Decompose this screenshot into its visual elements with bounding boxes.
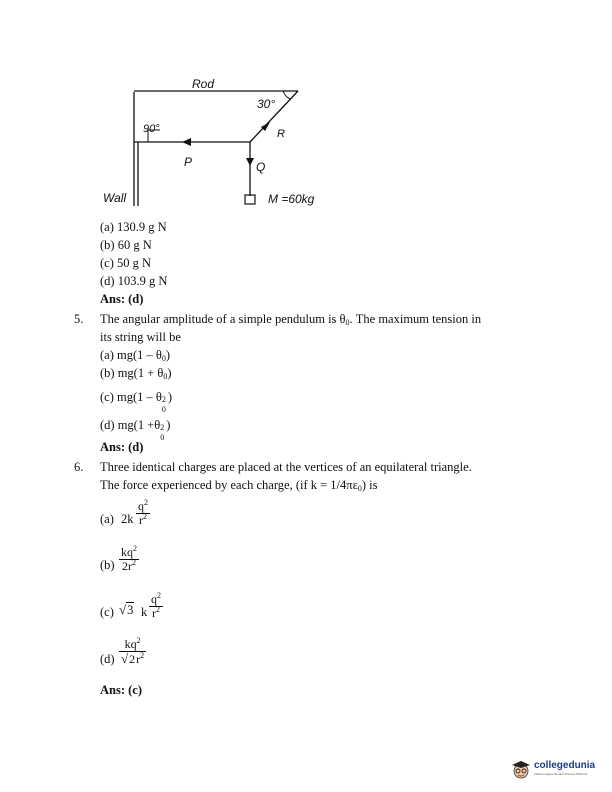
q6-option-c-k: k: [141, 605, 148, 619]
q6-option-d-label: (d): [100, 652, 115, 666]
q6-option-c-fraction: $\frac{q^2}{r^2}$: [151, 591, 161, 620]
q5-answer: Ans: (d): [100, 440, 144, 454]
label-r: R: [277, 128, 285, 140]
q5-question-line2: its string will be: [100, 330, 181, 344]
q6-option-a-coef: 2k: [121, 512, 134, 526]
q6-option-b-fraction: $\frac{kq^2}{2r^2}$: [121, 544, 137, 573]
mass-block: [245, 195, 255, 204]
q6-option-a-label: (a): [100, 512, 114, 526]
label-p: P: [184, 155, 193, 169]
q5-option-c: (c) mg(1 – θ 2 0 ): [100, 390, 173, 414]
graduate-icon: [510, 758, 532, 780]
q6-option-c-root: √3: [119, 602, 134, 617]
q4-answer: Ans: (d): [100, 292, 144, 306]
label-mass: M =60kg: [268, 192, 315, 206]
q6-option-d-fraction: $\frac{kq^2}{√2r^2}$: [121, 636, 145, 666]
force-diagram: [0, 0, 612, 220]
q4-option-b: (b) 60 g N: [100, 238, 152, 252]
q6-question-line1: Three identical charges are placed at the vertices of an equilateral triangle.: [100, 460, 472, 474]
q5-number: 5.: [74, 312, 84, 326]
q4-option-c: (c) 50 g N: [100, 256, 152, 270]
q6-question-line2: The force experienced by each charge, (if $k = 1/4\pi\varepsilon_0$) is: [100, 478, 378, 493]
label-angle-90: 90°: [143, 123, 160, 135]
label-rod: Rod: [192, 77, 215, 91]
q6-option-b-label: (b): [100, 558, 115, 572]
label-wall: Wall: [103, 191, 127, 205]
q6-option-a-fraction: $\frac{q^2}{r^2}$: [138, 498, 148, 527]
q5-question-line1: The angular amplitude of a simple pendulum is $\theta_0$. The maximum tension in: [100, 312, 482, 327]
q5-option-b: (b) $mg(1 + \theta_0)$: [100, 366, 172, 381]
q5-option-a: (a) $mg(1 - \theta_0)$: [100, 348, 171, 363]
arrow-q: [246, 158, 254, 166]
q4-option-a: (a) 130.9 g N: [100, 220, 167, 234]
logo-brand-text: collegedunia: [534, 760, 596, 771]
logo-tagline: India's Largest Student Review Platform: [534, 772, 588, 776]
arrow-p: [182, 138, 191, 146]
q6-number: 6.: [74, 460, 84, 474]
q6-answer: Ans: (c): [100, 683, 143, 697]
collegedunia-logo: [510, 758, 606, 780]
label-angle-30: 30°: [257, 97, 276, 111]
q6-option-c-label: (c): [100, 605, 114, 619]
label-q: Q: [256, 160, 266, 174]
q5-option-d: (d) mg(1 +θ 2 0 ): [100, 418, 171, 442]
q4-option-d: (d) 103.9 g N: [100, 274, 168, 288]
